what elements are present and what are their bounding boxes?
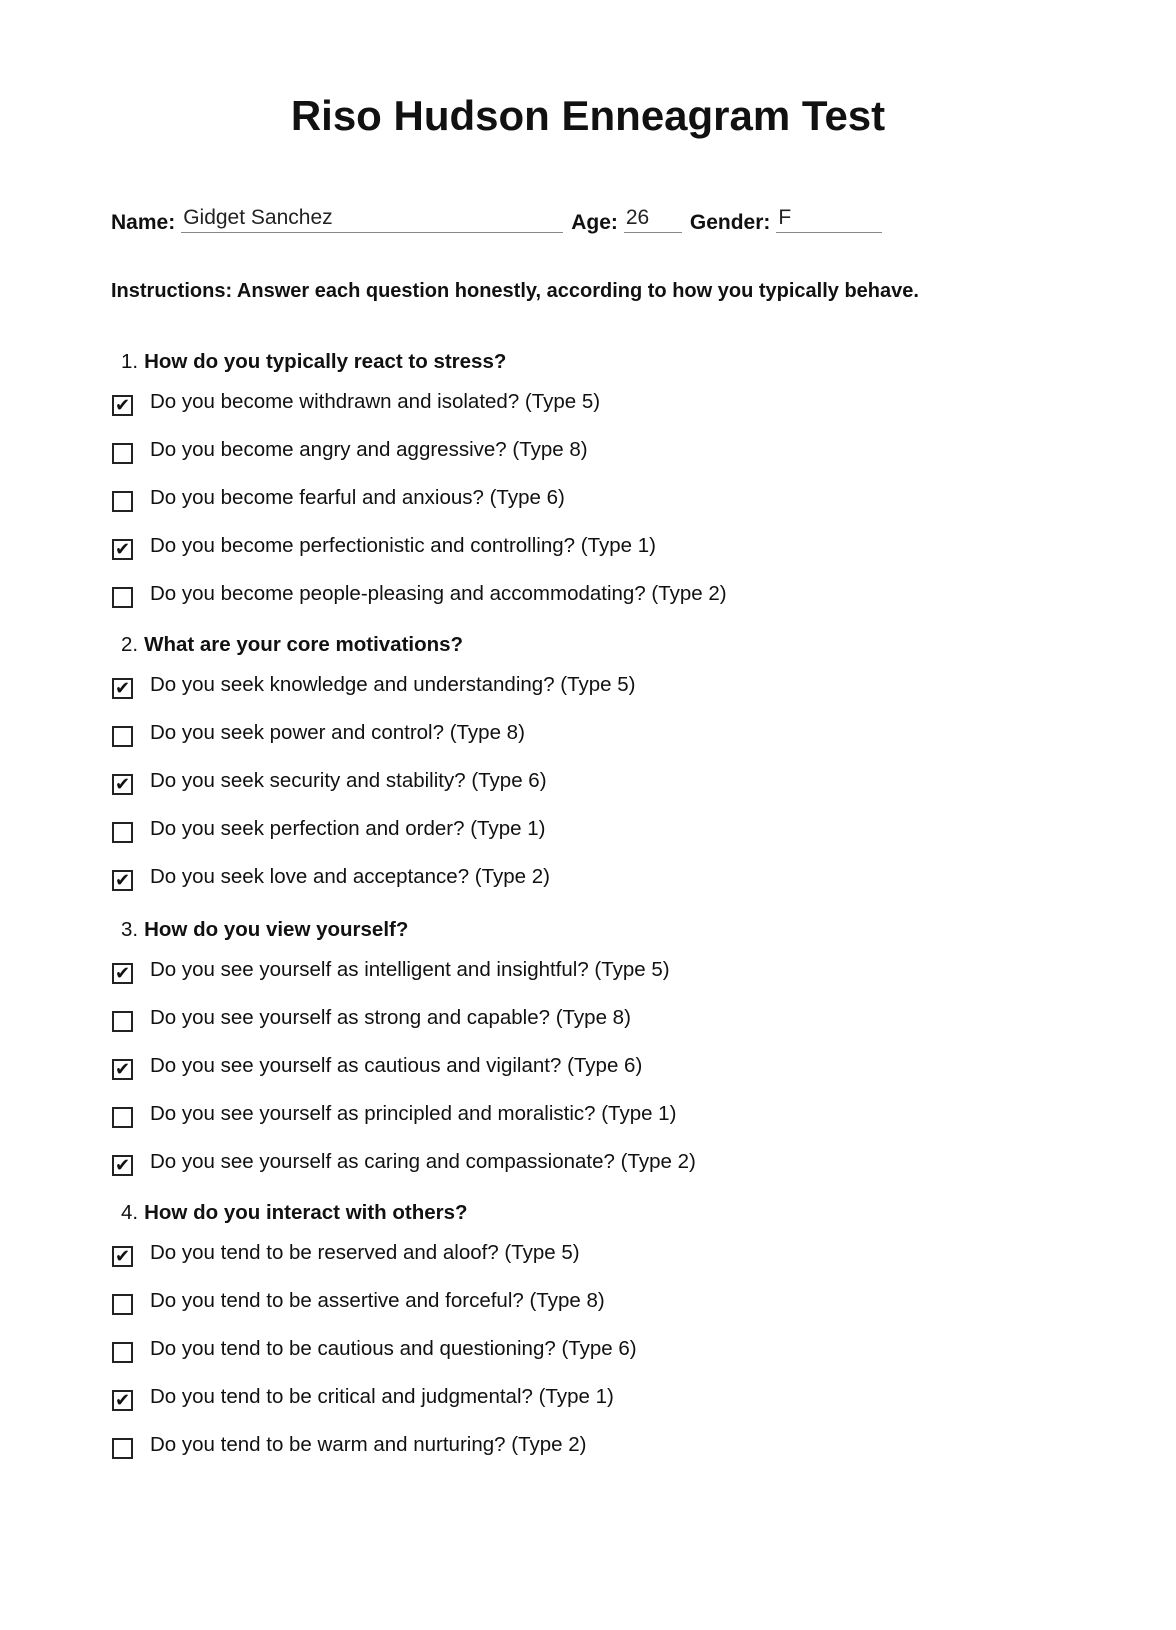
checkbox[interactable] (112, 1294, 133, 1315)
option-text: Do you tend to be cautious and questioning? (Type 6) (150, 1337, 637, 1360)
answer-option[interactable] (112, 1150, 696, 1174)
checkbox[interactable] (112, 1107, 133, 1128)
checkmark-icon: ✔ (114, 963, 131, 983)
option-text: Do you tend to be reserved and aloof? (Type 5) (150, 1241, 580, 1264)
answer-option[interactable] (112, 486, 565, 510)
checked-checkbox[interactable] (112, 963, 133, 984)
answer-option[interactable] (112, 1433, 586, 1457)
option-text: Do you see yourself as strong and capable? (Type 8) (150, 1006, 631, 1029)
option-text: Do you seek perfection and order? (Type 1) (150, 817, 546, 840)
gender-field[interactable]: F (776, 206, 882, 233)
answer-option[interactable] (112, 534, 656, 558)
answer-option[interactable] (112, 865, 550, 889)
question-number: 4. (121, 1201, 139, 1224)
question-heading (121, 633, 463, 657)
name-label: Name: (111, 211, 176, 234)
option-text: Do you tend to be warm and nurturing? (Type 2) (150, 1433, 587, 1456)
answer-option[interactable] (112, 1006, 631, 1030)
checkmark-icon: ✔ (114, 1246, 131, 1266)
gender-label: Gender: (689, 211, 771, 234)
checkmark-icon: ✔ (114, 870, 131, 890)
checkbox[interactable] (112, 587, 133, 608)
option-text: Do you become people-pleasing and accommodating? (Type 2) (150, 582, 727, 605)
option-text: Do you seek love and acceptance? (Type 2) (150, 865, 550, 888)
answer-option[interactable] (112, 721, 525, 745)
answer-option[interactable] (112, 1102, 676, 1126)
checkmark-icon: ✔ (114, 774, 131, 794)
checked-checkbox[interactable] (112, 1390, 133, 1411)
question-heading (121, 918, 408, 942)
checkmark-icon: ✔ (114, 678, 131, 698)
option-text: Do you tend to be critical and judgmental? (Type 1) (150, 1385, 614, 1408)
checkmark-icon: ✔ (114, 1059, 131, 1079)
answer-option[interactable] (112, 1337, 637, 1361)
age-label: Age: (571, 211, 618, 234)
checkbox[interactable] (112, 1342, 133, 1363)
checkbox[interactable] (112, 443, 133, 464)
question-text: How do you interact with others? (144, 1201, 468, 1224)
checked-checkbox[interactable] (112, 870, 133, 891)
personal-info-row (111, 208, 890, 235)
question-number: 1. (121, 350, 139, 373)
checkmark-icon: ✔ (114, 395, 131, 415)
checked-checkbox[interactable] (112, 1155, 133, 1176)
checkbox[interactable] (112, 1438, 133, 1459)
checkbox[interactable] (112, 491, 133, 512)
checkmark-icon: ✔ (114, 539, 131, 559)
answer-option[interactable] (112, 958, 670, 982)
checkbox[interactable] (112, 726, 133, 747)
answer-option[interactable] (112, 673, 635, 697)
answer-option[interactable] (112, 582, 727, 606)
checkbox[interactable] (112, 1011, 133, 1032)
name-field[interactable]: Gidget Sanchez (181, 206, 563, 233)
checkmark-icon: ✔ (114, 1155, 131, 1175)
checked-checkbox[interactable] (112, 1246, 133, 1267)
checked-checkbox[interactable] (112, 1059, 133, 1080)
question-number: 2. (121, 633, 139, 656)
answer-option[interactable] (112, 438, 588, 462)
option-text: Do you seek security and stability? (Type 6) (150, 769, 547, 792)
checkbox[interactable] (112, 822, 133, 843)
option-text: Do you become perfectionistic and controlling? (Type 1) (150, 534, 656, 557)
option-text: Do you become angry and aggressive? (Type 8) (150, 438, 588, 461)
option-text: Do you see yourself as intelligent and insightful? (Type 5) (150, 958, 670, 981)
question-number: 3. (121, 918, 139, 941)
option-text: Do you become fearful and anxious? (Type 6) (150, 486, 565, 509)
answer-option[interactable] (112, 1054, 642, 1078)
answer-option[interactable] (112, 1385, 614, 1409)
checked-checkbox[interactable] (112, 774, 133, 795)
page-title: Riso Hudson Enneagram Test (290, 92, 886, 139)
checkmark-icon: ✔ (114, 1390, 131, 1410)
answer-option[interactable] (112, 769, 547, 793)
option-text: Do you seek power and control? (Type 8) (150, 721, 525, 744)
option-text: Do you see yourself as cautious and vigilant? (Type 6) (150, 1054, 643, 1077)
checked-checkbox[interactable] (112, 678, 133, 699)
question-text: What are your core motivations? (144, 633, 464, 656)
answer-option[interactable] (112, 817, 545, 841)
option-text: Do you tend to be assertive and forceful? (Type 8) (150, 1289, 605, 1312)
instructions: Instructions: Answer each question honestly, according to how you typically behave. (111, 280, 919, 302)
question-heading (121, 1201, 468, 1225)
answer-option[interactable] (112, 1241, 580, 1265)
answer-option[interactable] (112, 390, 600, 414)
option-text: Do you see yourself as caring and compassionate? (Type 2) (150, 1150, 696, 1173)
age-field[interactable]: 26 (624, 206, 682, 233)
checked-checkbox[interactable] (112, 539, 133, 560)
question-text: How do you view yourself? (144, 918, 409, 941)
option-text: Do you become withdrawn and isolated? (Type 5) (150, 390, 601, 413)
answer-option[interactable] (112, 1289, 605, 1313)
checked-checkbox[interactable] (112, 395, 133, 416)
question-text: How do you typically react to stress? (144, 350, 507, 373)
option-text: Do you seek knowledge and understanding? (Type 5) (150, 673, 636, 696)
option-text: Do you see yourself as principled and moralistic? (Type 1) (150, 1102, 677, 1125)
question-heading (121, 350, 506, 374)
